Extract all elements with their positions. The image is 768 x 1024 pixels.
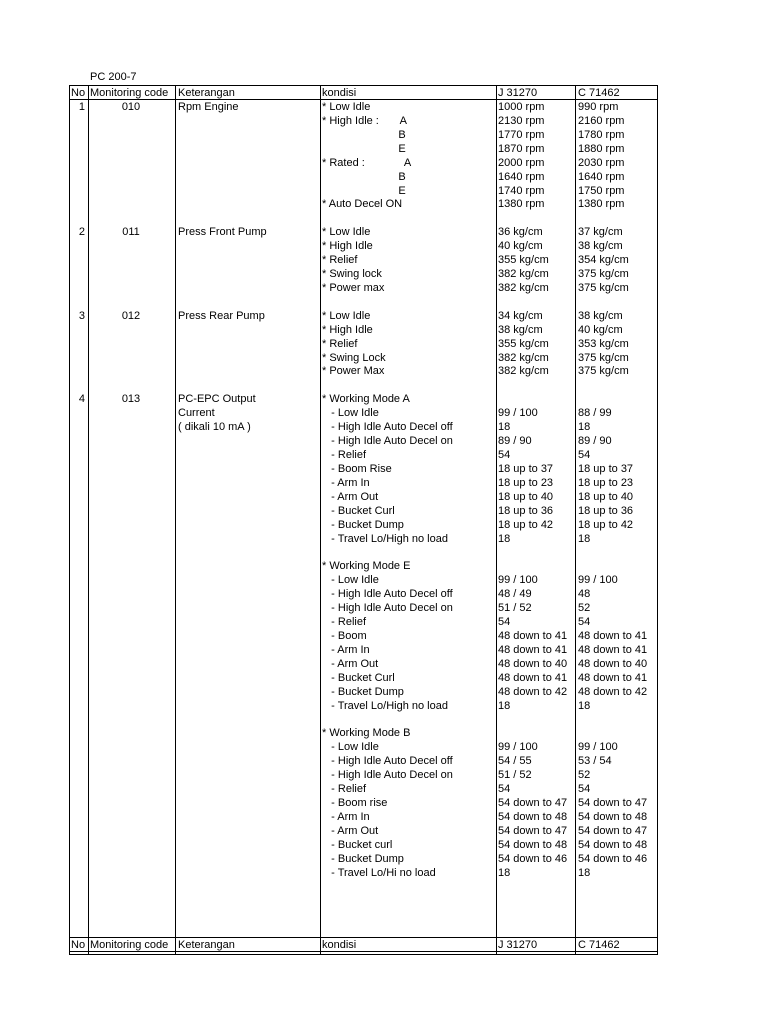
cell-kondisi: - Relief (322, 449, 367, 461)
cell-c71462: 99 / 100 (578, 574, 618, 586)
footer-keterangan: Keterangan (178, 939, 235, 951)
cell-j31270: 99 / 100 (498, 574, 538, 586)
cell-kondisi: * High Idle : A (322, 115, 407, 127)
cell-kondisi: * Swing lock (322, 268, 382, 280)
cell-kondisi: * Low Idle (322, 226, 371, 238)
cell-c71462: 54 down to 48 (578, 839, 648, 851)
cell-j31270: 1740 rpm (498, 185, 545, 197)
cell-kondisi: * Power Max (322, 365, 385, 377)
cell-kondisi: - High Idle Auto Decel on (322, 769, 453, 781)
cell-kondisi: - Bucket Dump (322, 519, 404, 531)
cell-c71462: 1640 rpm (578, 171, 625, 183)
cell-kondisi: * Power max (322, 282, 385, 294)
footer-c71462: C 71462 (578, 939, 620, 951)
cell-c71462: 48 down to 40 (578, 658, 648, 670)
cell-kondisi: * Low Idle (322, 101, 371, 113)
cell-kondisi: * High Idle (322, 240, 373, 252)
footer-kondisi: kondisi (322, 939, 357, 951)
cell-c71462: 37 kg/cm (578, 226, 623, 238)
cell-kondisi: * Working Mode E (322, 560, 411, 572)
cell-c71462: 54 (578, 449, 591, 461)
cell-c71462: 48 (578, 588, 591, 600)
cell-j31270: 18 (498, 700, 511, 712)
cell-kondisi: - Boom rise (322, 797, 388, 809)
cell-c71462: 48 down to 41 (578, 644, 648, 656)
cell-c71462: 52 (578, 769, 591, 781)
cell-j31270: 1770 rpm (498, 129, 545, 141)
cell-j31270: 34 kg/cm (498, 310, 543, 322)
header-no: No (71, 87, 86, 99)
cell-c71462: 1750 rpm (578, 185, 625, 197)
cell-j31270: 48 down to 41 (498, 630, 568, 642)
cell-j31270: 36 kg/cm (498, 226, 543, 238)
cell-c71462: 354 kg/cm (578, 254, 629, 266)
cell-c71462: 18 up to 36 (578, 505, 634, 517)
cell-j31270: 54 down to 48 (498, 839, 568, 851)
cell-c71462: 54 (578, 783, 591, 795)
cell-c71462: 99 / 100 (578, 741, 618, 753)
cell-kondisi: - Bucket Curl (322, 672, 395, 684)
cell-j31270: 1870 rpm (498, 143, 545, 155)
footer-j31270: J 31270 (498, 939, 538, 951)
cell-c71462: 53 / 54 (578, 755, 612, 767)
cell-keterangan: Rpm Engine (178, 101, 239, 113)
cell-c71462: 1780 rpm (578, 129, 625, 141)
cell-c71462: 375 kg/cm (578, 365, 629, 377)
cell-j31270: 48 down to 40 (498, 658, 568, 670)
cell-j31270: 54 down to 46 (498, 853, 568, 865)
cell-c71462: 990 rpm (578, 101, 619, 113)
sheet-title: PC 200-7 (90, 71, 137, 83)
cell-kondisi: - Travel Lo/High no load (322, 533, 448, 545)
cell-c71462: 375 kg/cm (578, 352, 629, 364)
cell-kondisi: * Rated : A (322, 157, 412, 169)
cell-kondisi: E (322, 143, 406, 155)
cell-j31270: 38 kg/cm (498, 324, 543, 336)
cell-c71462: 18 up to 42 (578, 519, 634, 531)
cell-kondisi: - Arm Out (322, 825, 379, 837)
cell-j31270: 89 / 90 (498, 435, 532, 447)
cell-kondisi: - Arm In (322, 811, 370, 823)
cell-j31270: 355 kg/cm (498, 338, 549, 350)
cell-kondisi: - High Idle Auto Decel on (322, 602, 453, 614)
cell-c71462: 88 / 99 (578, 407, 612, 419)
cell-kondisi: - High Idle Auto Decel on (322, 435, 453, 447)
cell-kondisi: - Arm In (322, 477, 370, 489)
cell-keterangan: Press Rear Pump (178, 310, 265, 322)
cell-kondisi: B (322, 171, 406, 183)
cell-c71462: 54 down to 47 (578, 825, 648, 837)
cell-c71462: 18 (578, 421, 591, 433)
cell-keterangan: Current (178, 407, 215, 419)
cell-kondisi: - Bucket curl (322, 839, 393, 851)
cell-j31270: 18 (498, 533, 511, 545)
cell-kondisi: - Bucket Dump (322, 853, 404, 865)
cell-c71462: 2160 rpm (578, 115, 625, 127)
cell-j31270: 1640 rpm (498, 171, 545, 183)
cell-j31270: 382 kg/cm (498, 268, 549, 280)
cell-kondisi: * Swing Lock (322, 352, 386, 364)
cell-kondisi: - Arm Out (322, 491, 379, 503)
cell-kondisi: * Relief (322, 338, 358, 350)
cell-j31270: 48 down to 41 (498, 644, 568, 656)
cell-kondisi: - Arm Out (322, 658, 379, 670)
cell-kondisi: - Bucket Curl (322, 505, 395, 517)
cell-j31270: 54 (498, 616, 511, 628)
cell-c71462: 54 down to 47 (578, 797, 648, 809)
cell-j31270: 2000 rpm (498, 157, 545, 169)
cell-kondisi: - Boom Rise (322, 463, 392, 475)
cell-c71462: 18 (578, 533, 591, 545)
cell-c71462: 18 up to 37 (578, 463, 634, 475)
cell-keterangan: Press Front Pump (178, 226, 267, 238)
cell-c71462: 48 down to 41 (578, 630, 648, 642)
cell-kondisi: - Bucket Dump (322, 686, 404, 698)
header-c71462: C 71462 (578, 87, 620, 99)
header-kondisi: kondisi (322, 87, 357, 99)
cell-no: 3 (78, 310, 85, 322)
cell-j31270: 51 / 52 (498, 769, 532, 781)
cell-no: 2 (78, 226, 85, 238)
cell-j31270: 54 (498, 783, 511, 795)
cell-kondisi: - Relief (322, 616, 367, 628)
cell-j31270: 1380 rpm (498, 198, 545, 210)
header-monitoring-code: Monitoring code (90, 87, 169, 99)
cell-kondisi: * Working Mode B (322, 727, 411, 739)
cell-c71462: 353 kg/cm (578, 338, 629, 350)
cell-j31270: 48 down to 41 (498, 672, 568, 684)
cell-j31270: 40 kg/cm (498, 240, 543, 252)
cell-j31270: 18 up to 23 (498, 477, 554, 489)
cell-c71462: 54 down to 46 (578, 853, 648, 865)
cell-kondisi: - High Idle Auto Decel off (322, 588, 453, 600)
cell-kondisi: B (322, 129, 406, 141)
cell-j31270: 99 / 100 (498, 407, 538, 419)
cell-c71462: 38 kg/cm (578, 240, 623, 252)
header-j31270: J 31270 (498, 87, 538, 99)
cell-monitoring-code: 010 (121, 101, 141, 113)
cell-c71462: 1880 rpm (578, 143, 625, 155)
cell-c71462: 18 up to 23 (578, 477, 634, 489)
cell-j31270: 18 (498, 421, 511, 433)
cell-monitoring-code: 012 (121, 310, 141, 322)
cell-c71462: 375 kg/cm (578, 282, 629, 294)
cell-c71462: 38 kg/cm (578, 310, 623, 322)
cell-kondisi: - Low Idle (322, 407, 379, 419)
cell-c71462: 54 (578, 616, 591, 628)
cell-c71462: 48 down to 41 (578, 672, 648, 684)
cell-c71462: 375 kg/cm (578, 268, 629, 280)
cell-j31270: 18 up to 36 (498, 505, 554, 517)
cell-no: 4 (78, 393, 85, 405)
cell-j31270: 382 kg/cm (498, 365, 549, 377)
cell-j31270: 54 down to 47 (498, 825, 568, 837)
cell-j31270: 18 up to 40 (498, 491, 554, 503)
cell-j31270: 18 (498, 867, 511, 879)
cell-c71462: 2030 rpm (578, 157, 625, 169)
cell-c71462: 18 (578, 867, 591, 879)
cell-c71462: 18 up to 40 (578, 491, 634, 503)
cell-monitoring-code: 013 (121, 393, 141, 405)
cell-j31270: 48 / 49 (498, 588, 532, 600)
cell-kondisi: * Auto Decel ON (322, 198, 403, 210)
cell-c71462: 1380 rpm (578, 198, 625, 210)
cell-j31270: 48 down to 42 (498, 686, 568, 698)
cell-monitoring-code: 011 (122, 226, 140, 238)
cell-j31270: 355 kg/cm (498, 254, 549, 266)
cell-kondisi: - Boom (322, 630, 367, 642)
cell-keterangan: ( dikali 10 mA ) (178, 421, 251, 433)
cell-j31270: 18 up to 37 (498, 463, 554, 475)
cell-kondisi: * High Idle (322, 324, 373, 336)
cell-keterangan: PC-EPC Output (178, 393, 256, 405)
cell-j31270: 2130 rpm (498, 115, 545, 127)
cell-j31270: 382 kg/cm (498, 352, 549, 364)
cell-c71462: 52 (578, 602, 591, 614)
footer-monitoring-code: Monitoring code (90, 939, 169, 951)
cell-kondisi: - Low Idle (322, 574, 379, 586)
cell-j31270: 54 / 55 (498, 755, 532, 767)
cell-kondisi: - Relief (322, 783, 367, 795)
cell-kondisi: * Low Idle (322, 310, 371, 322)
cell-kondisi: - Low Idle (322, 741, 379, 753)
cell-j31270: 99 / 100 (498, 741, 538, 753)
cell-j31270: 382 kg/cm (498, 282, 549, 294)
cell-kondisi: - Travel Lo/High no load (322, 700, 448, 712)
cell-j31270: 18 up to 42 (498, 519, 554, 531)
cell-kondisi: * Working Mode A (322, 393, 410, 405)
cell-c71462: 89 / 90 (578, 435, 612, 447)
cell-j31270: 51 / 52 (498, 602, 532, 614)
cell-c71462: 40 kg/cm (578, 324, 623, 336)
cell-kondisi: - Travel Lo/Hi no load (322, 867, 436, 879)
cell-kondisi: E (322, 185, 406, 197)
footer-no: No (71, 939, 86, 951)
cell-kondisi: - Arm In (322, 644, 370, 656)
cell-no: 1 (78, 101, 85, 113)
cell-j31270: 1000 rpm (498, 101, 545, 113)
cell-j31270: 54 (498, 449, 511, 461)
cell-kondisi: - High Idle Auto Decel off (322, 421, 453, 433)
cell-kondisi: - High Idle Auto Decel off (322, 755, 453, 767)
cell-j31270: 54 down to 48 (498, 811, 568, 823)
cell-c71462: 18 (578, 700, 591, 712)
cell-j31270: 54 down to 47 (498, 797, 568, 809)
header-keterangan: Keterangan (178, 87, 235, 99)
cell-c71462: 54 down to 48 (578, 811, 648, 823)
cell-kondisi: * Relief (322, 254, 358, 266)
cell-c71462: 48 down to 42 (578, 686, 648, 698)
